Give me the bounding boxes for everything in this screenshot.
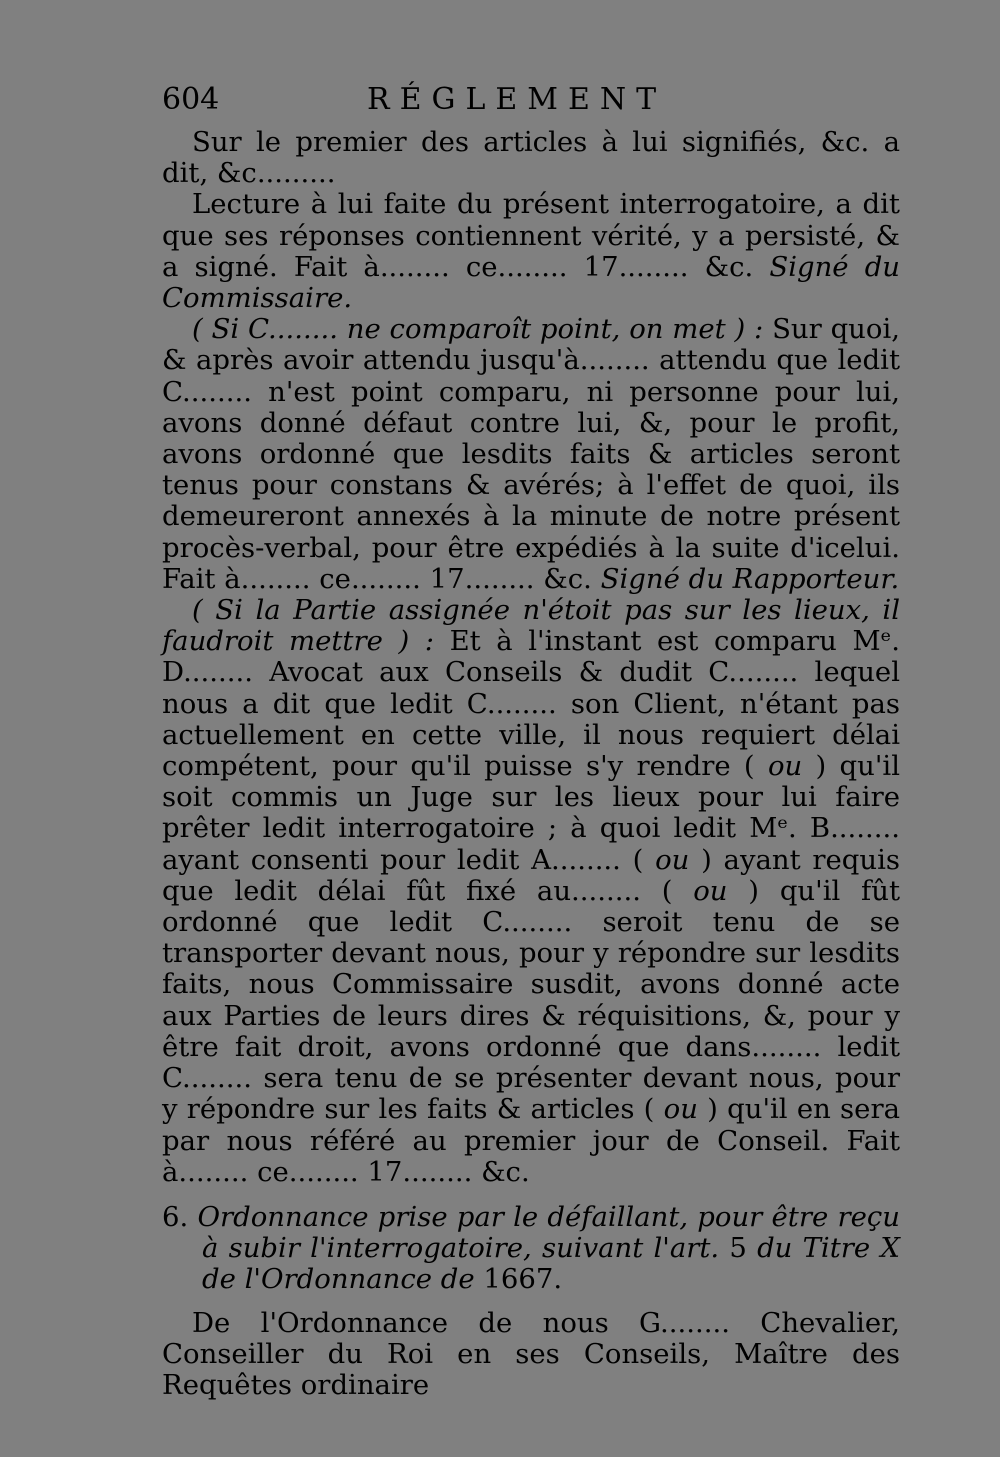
paragraph-2-text: Lecture à lui faite du présent interrogatoire, a dit que ses réponses contiennent vérité, y a persisté, & a signé. Fait à........ ce........ 17........ &c. [162, 188, 900, 283]
paragraph-4-text-e: ) qu'il en sera par nous référé au premier jour de Conseil. Fait à........ ce........ 17........ &c. [162, 1093, 900, 1188]
page-body [162, 127, 900, 1401]
section-article-number: 5 [729, 1232, 747, 1265]
paragraph-4-text-d: ) qu'il fût ordonné que ledit C........ seroit tenu de se transporter devant nous, pour y répondre sur lesdits faits, nous Commissaire susdit, avons donné acte aux Parties de leurs dires & réquisitions, &, pour y être fait droit, avons ordonné que dans........ ledit C........ sera tenu de se présenter devant nous, pour y répondre sur les faits & articles ( [162, 874, 900, 1126]
section-number: 6. [162, 1200, 189, 1233]
paragraph-4-text-c: ) ayant requis que ledit délai fût fixé au........ ( [162, 843, 900, 907]
paragraph-4-ou-1: ou [767, 750, 803, 783]
section-title-a: Ordonnance prise par le défaillant, pour être reçu à subir l'interrogatoire, suivant l'art. [197, 1200, 900, 1265]
page-header [162, 82, 900, 122]
page-number: 604 [162, 82, 220, 117]
paragraph-3-signature: Signé du Rapporteur. [600, 562, 900, 595]
paragraph-3-instruction: ( Si C........ ne comparoît point, on met ) : [192, 313, 773, 346]
paragraph-1 [162, 127, 900, 189]
running-title: RÉGLEMENT [367, 82, 667, 117]
paragraph-4-text-b: ) qu'il soit commis un Juge sur les lieux pour lui faire prêter ledit interrogatoire ; à quoi ledit Mᵉ. B........ ayant consenti pour ledit A........ ( [162, 750, 900, 876]
paragraph-4 [162, 595, 900, 1188]
paragraph-4-ou-3: ou [693, 874, 728, 907]
paragraph-3 [162, 314, 900, 595]
closing-paragraph [162, 1308, 900, 1402]
section-title-b: du Titre X de l'Ordonnance de [202, 1232, 900, 1296]
section-heading [162, 1202, 900, 1296]
closing-text: De l'Ordonnance de nous G........ Chevalier, Conseiller du Roi en ses Conseils, Maître des Requêtes ordinaire [162, 1306, 900, 1401]
paragraph-4-ou-2: ou [655, 843, 690, 876]
paragraph-2 [162, 189, 900, 314]
paragraph-4-text-a: Et à l'instant est comparu Mᵉ. D........ Avocat aux Conseils & dudit C........ lequel nous a dit que ledit C........ son Client, n'étant pas actuellement en cette ville, il nous requiert délai compétent, pour qu'il puisse s'y rendre ( [162, 625, 900, 783]
section-year: 1667. [483, 1263, 563, 1296]
paragraph-3-text: Sur quoi, & après avoir attendu jusqu'à........ attendu que ledit C........ n'est point comparu, ni personne pour lui, avons donné défaut contre lui, &, pour le profit, avons ordonné que lesdits faits & articles seront tenus pour constans & avérés; à l'effet de quoi, ils demeureront annexés à la minute de notre présent procès-verbal, pour être expédiés à la suite d'icelui. Fait à........ ce........ 17........ &c. [162, 313, 900, 595]
paragraph-4-ou-4: ou [663, 1093, 698, 1126]
paragraph-1-text: Sur le premier des articles à lui signifiés, &c. a dit, &c......... [162, 126, 900, 190]
paragraph-4-instruction: ( Si la Partie assignée n'étoit pas sur les lieux, il faudroit mettre ) : [162, 594, 900, 658]
paragraph-2-signature: Signé du Commissaire. [162, 250, 901, 315]
